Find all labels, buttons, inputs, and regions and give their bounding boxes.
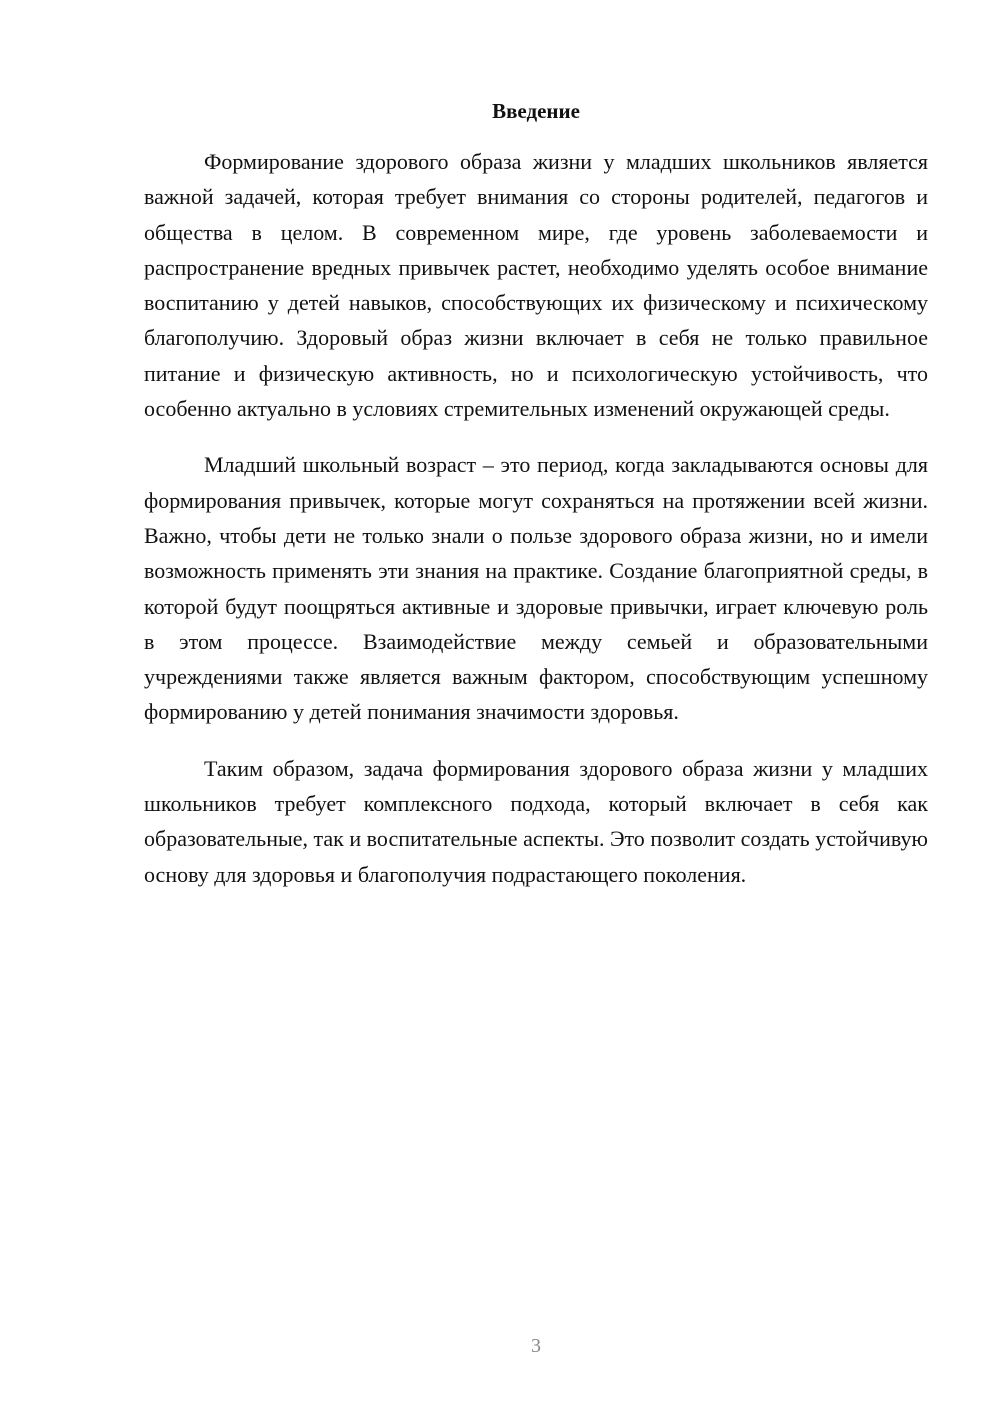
paragraph: Младший школьный возраст – это период, когда закладываются основы для формирования привычек, которые могут сохраняться на протяжении всей жизни. Важно, чтобы дети не только знали о пользе здорового образа жизни, но и имели возможность применять эти знания на практике. Создание благоприятной среды, в которой будут поощряться активные и здоровые привычки, играет ключевую роль в этом процессе. Взаимодействие между семьей и образовательными учреждениями также является важным фактором, способствующим успешному формированию у детей понимания значимости здоровья. bbox=[144, 452, 928, 725]
paragraph: Формирование здорового образа жизни у младших школьников является важной задачей, которая требует внимания со стороны родителей, педагогов и общества в целом. В современном мире, где уровень заболеваемости и распространение вредных привычек растет, необходимо уделять особое внимание воспитанию у детей навыков, способствующих их физическому и психическому благополучию. Здоровый образ жизни включает в себя не только правильное питание и физическую активность, но и психологическую устойчивость, что особенно актуально в условиях стремительных изменений окружающей среды. bbox=[144, 149, 928, 422]
paragraph: Таким образом, задача формирования здорового образа жизни у младших школьников требует комплексного подхода, который включает в себя как образовательные, так и воспитательные аспекты. Это позволит создать устойчивую основу для здоровья и благополучия подрастающего поколения. bbox=[144, 755, 928, 887]
page-title: Введение bbox=[492, 99, 580, 123]
page-number: 3 bbox=[531, 1335, 541, 1357]
body-text bbox=[144, 144, 928, 913]
